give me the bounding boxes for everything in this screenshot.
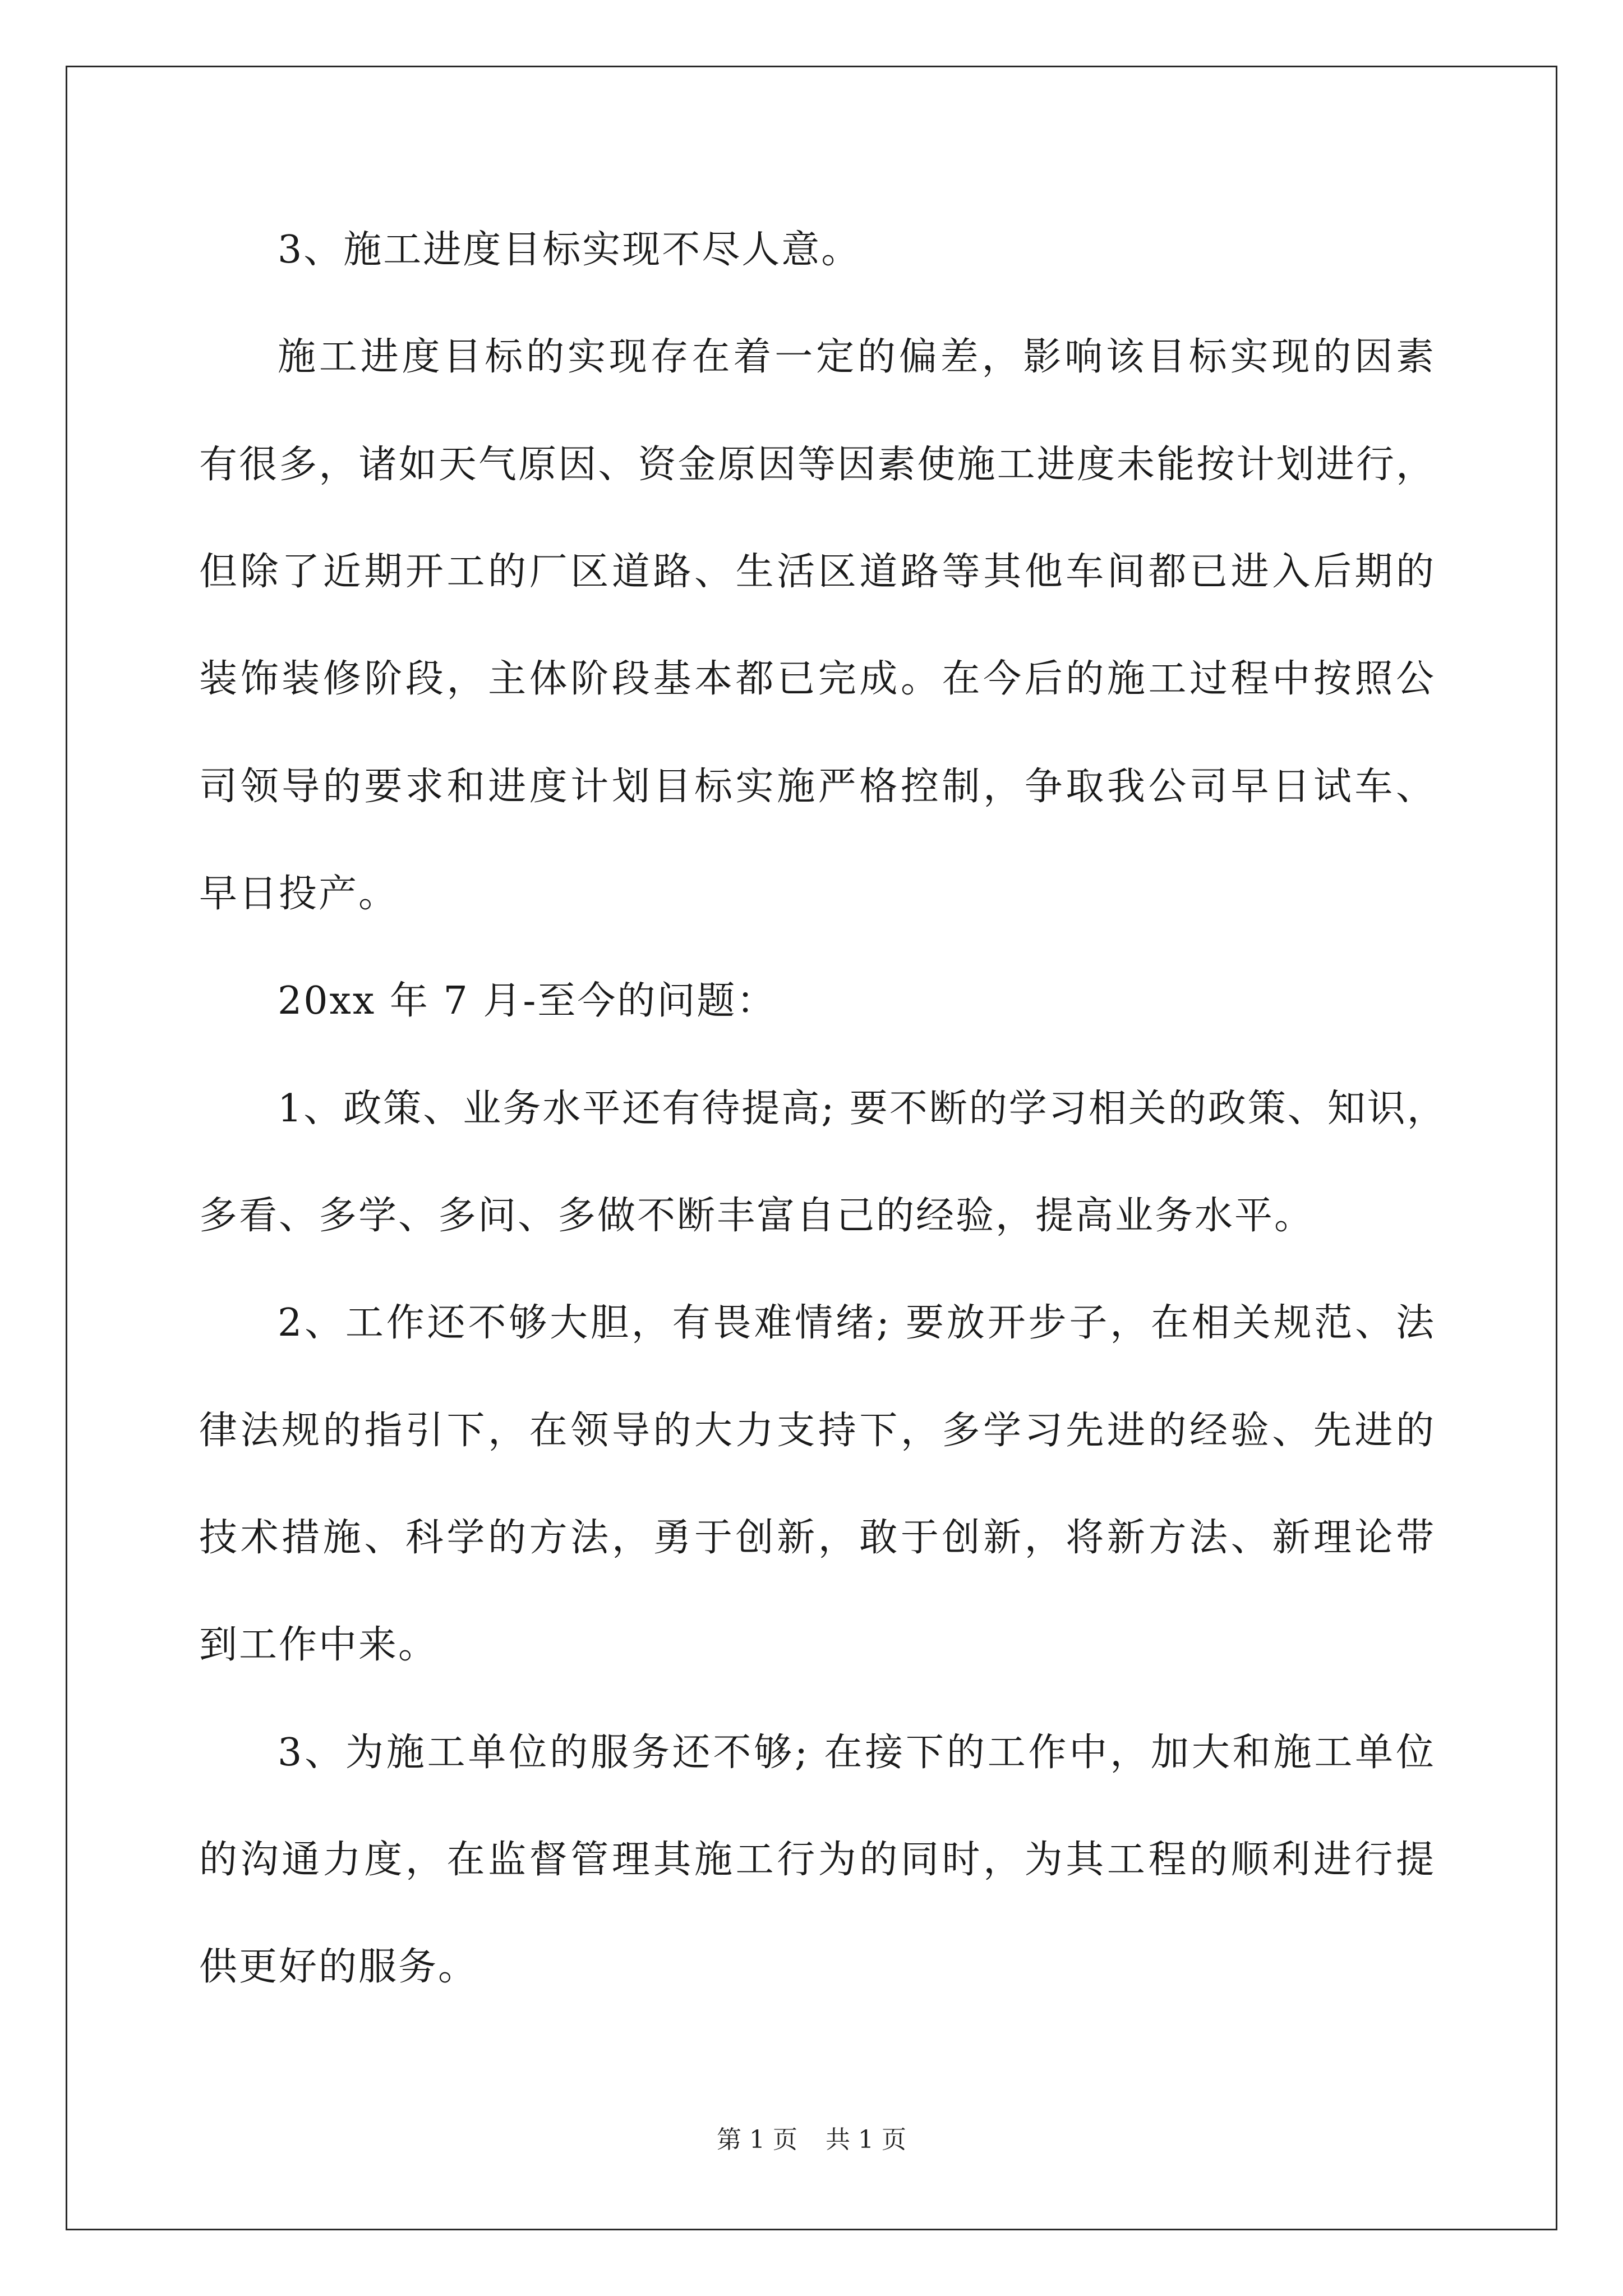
paragraph-line: 技术措施、科学的方法，勇于创新，敢于创新，将新方法、新理论带 <box>199 1516 1436 1560</box>
paragraph-line: 到工作中来。 <box>199 1623 439 1667</box>
page-footer <box>0 2119 1623 2155</box>
paragraph-line: 但除了近期开工的厂区道路、生活区道路等其他车间都已进入后期的 <box>199 550 1436 594</box>
paragraph-line: 3、为施工单位的服务还不够; 在接下的工作中，加大和施工单位 <box>278 1731 1436 1775</box>
paragraph-line: 施工进度目标的实现存在着一定的偏差，影响该目标实现的因素 <box>278 335 1436 379</box>
paragraph-line: 1、政策、业务水平还有待提高; 要不断的学习相关的政策、知识， <box>278 1087 1447 1131</box>
paragraph-line: 司领导的要求和进度计划目标实施严格控制，争取我公司早日试车、 <box>199 765 1436 809</box>
paragraph-line: 20xx 年 7 月-至今的问题： <box>278 979 777 1023</box>
paragraph-line: 有很多，诸如天气原因、资金原因等因素使施工进度未能按计划进行， <box>199 443 1436 487</box>
page-border <box>66 66 1557 2230</box>
paragraph-line: 多看、多学、多问、多做不断丰富自己的经验，提高业务水平。 <box>199 1194 1315 1238</box>
paragraph-line: 供更好的服务。 <box>199 1945 478 1989</box>
paragraph-line: 律法规的指引下，在领导的大力支持下，多学习先进的经验、先进的 <box>199 1409 1436 1453</box>
paragraph-line: 装饰装修阶段，主体阶段基本都已完成。在今后的施工过程中按照公 <box>199 657 1436 701</box>
paragraph-line: 3、施工进度目标实现不尽人意。 <box>278 228 861 272</box>
page-number-current: 第 1 页 <box>717 2125 797 2154</box>
paragraph-line: 的沟通力度，在监督管理其施工行为的同时，为其工程的顺利进行提 <box>199 1838 1436 1882</box>
paragraph-line: 早日投产。 <box>199 872 399 916</box>
page-number-total: 共 1 页 <box>826 2125 906 2154</box>
paragraph-line: 2、工作还不够大胆，有畏难情绪; 要放开步子，在相关规范、法 <box>278 1301 1436 1345</box>
